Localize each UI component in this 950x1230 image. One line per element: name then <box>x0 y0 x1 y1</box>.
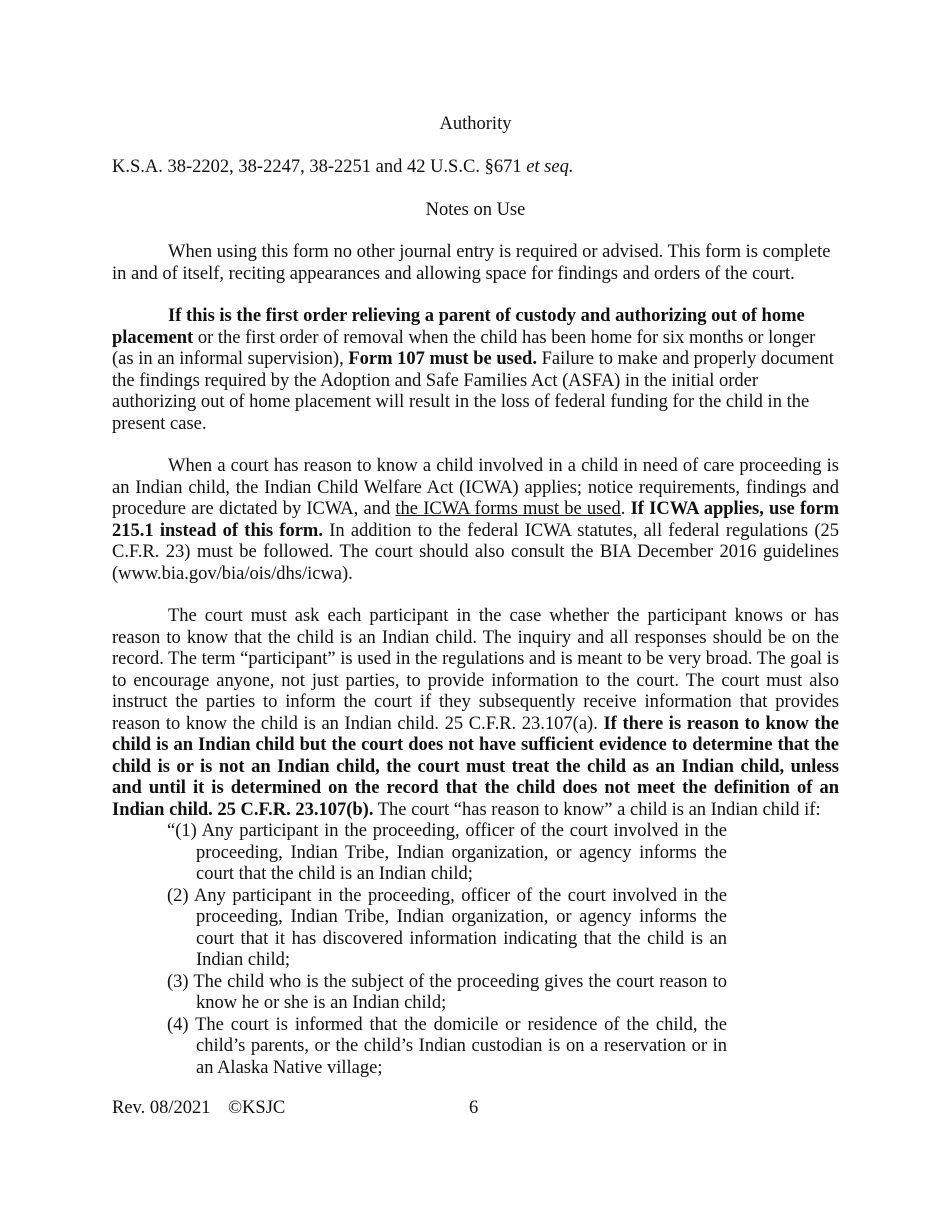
p4-text-2: The court “has reason to know” a child is an Indian child if: <box>373 799 821 820</box>
document-page <box>112 113 839 1079</box>
notes-heading: Notes on Use <box>425 200 526 220</box>
p3-underline: the ICWA forms must be used <box>395 499 621 519</box>
notes-paragraph-2 <box>112 306 839 435</box>
list-item: “(1) Any participant in the proceeding, officer of the court involved in the proceeding, Indian Tribe, Indian organization, or agency informs the court that the child is an Indian child; <box>167 821 727 884</box>
notes-paragraph-4 <box>112 606 839 821</box>
notes-paragraph-3 <box>112 456 839 585</box>
p2-bold-1: If this is the first order relieving a parent of custody and authorizing out of home placement <box>112 306 805 348</box>
notes-paragraph-1: When using this form no other journal entry is required or advised. This form is complete in and of itself, reciting appearances and allowing space for findings and orders of the court. <box>112 242 831 284</box>
reason-to-know-list <box>167 821 727 1079</box>
p4-text-1: The court must ask each participant in the case whether the participant knows or has reason to know that the child is an Indian child. The inquiry and all responses should be on the record. The term “participant” is used in the regulations and is meant to be very broad. The goal is to encourage anyone, not just parties, to provide information to the court. The court must also instruct the parties to inform the court if they subsequently receive information that provides reason to know the child is an Indian child. 25 C.F.R. 23.107(a). <box>112 606 839 734</box>
p3-text-1: When a court has reason to know a child involved in a child in need of care proceeding is an Indian child, the Indian Child Welfare Act (ICWA) applies; notice requirements, findings and procedure are dictated by ICWA, and <box>112 456 839 519</box>
authority-heading: Authority <box>439 114 512 134</box>
page-footer <box>112 1097 839 1119</box>
p2-text-2: Failure to make and properly document the findings required by the Adoption and Safe Families Act (ASFA) in the initial order authorizing out of home placement will result in the loss of federal funding for the child in the present case. <box>112 349 834 434</box>
authority-statutes-text: K.S.A. 38-2202, 38-2247, 38-2251 and 42 U.S.C. §671 <box>112 157 527 177</box>
p2-text-1: or the first order of removal when the child has been home for six months or longer (as in an informal supervision), <box>112 327 816 369</box>
p3-text-3: In addition to the federal ICWA statutes, all federal regulations (25 C.F.R. 23) must be followed. The court should also consult the BIA December 2016 guidelines (www.bia.gov/bia/ois/dhs/icwa). <box>112 520 839 584</box>
p3-bold: If ICWA applies, use form 215.1 instead of this form. <box>112 499 839 541</box>
authority-statutes-italic: et seq. <box>526 157 574 177</box>
list-item: (2) Any participant in the proceeding, officer of the court involved in the proceeding, Indian Tribe, Indian organization, or agency informs the court that it has discovered information indicating that the child is an Indian child; <box>167 885 727 970</box>
p3-text-2: . <box>620 499 631 519</box>
authority-statutes <box>112 156 839 178</box>
list-item: (4) The court is informed that the domicile or residence of the child, the child’s parents, or the child’s Indian custodian is on a reservation or in an Alaska Native village; <box>167 1014 727 1078</box>
page-number: 6 <box>469 1098 479 1118</box>
list-item: (3) The child who is the subject of the proceeding gives the court reason to know he or she is an Indian child; <box>167 971 727 1013</box>
footer-copyright: ©KSJC <box>228 1098 286 1118</box>
footer-revision: Rev. 08/2021 <box>112 1098 211 1118</box>
p2-bold-2: Form 107 must be used. <box>348 349 537 369</box>
p4-bold: If there is reason to know the child is an Indian child but the court does not have sufficient evidence to determine that the child is or is not an Indian child, the court must treat the child as an Indian child, unless and until it is determined on the record that the child does not meet the definition of an Indian child. 25 C.F.R. 23.107(b). <box>112 713 839 820</box>
